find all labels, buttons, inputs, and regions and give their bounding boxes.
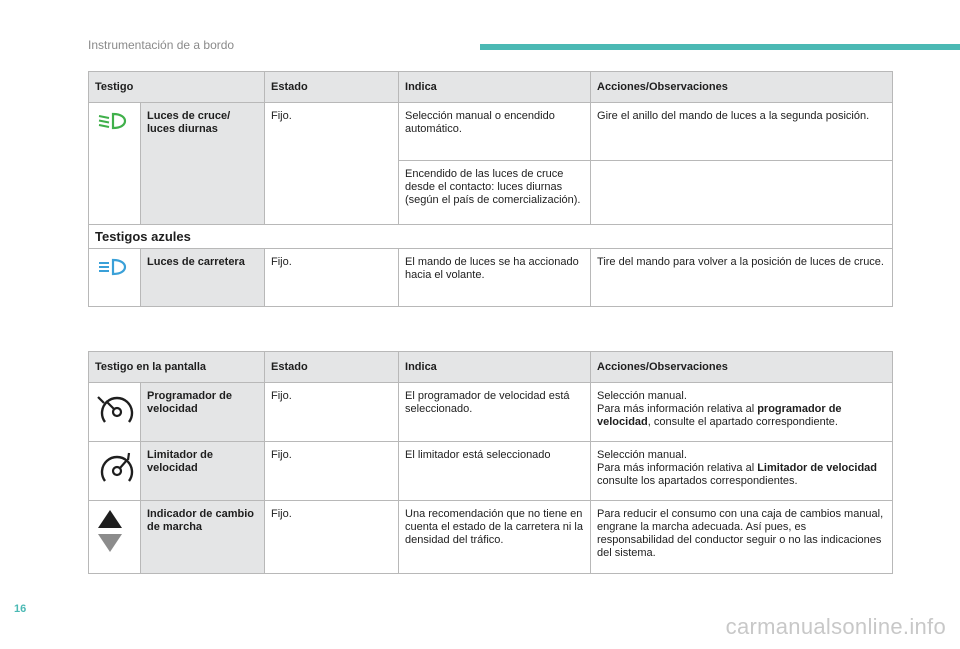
action-keyword: Limitador de velocidad xyxy=(757,462,878,474)
indicator-name: Limitador de velocidad xyxy=(141,442,265,501)
indicator-action xyxy=(591,442,893,501)
light-state: Fijo. xyxy=(265,103,399,225)
action-text: Para más información relativa al xyxy=(597,462,758,474)
cruise-control-icon xyxy=(89,383,141,442)
display-indicators-table xyxy=(88,351,893,574)
page-header-title: Instrumentación de a bordo xyxy=(88,38,235,52)
column-header-estado: Estado xyxy=(265,352,399,383)
light-action: Tire del mando para volver a la posición de luces de cruce. xyxy=(591,249,893,307)
action-line: Selección manual. xyxy=(597,449,687,461)
main-beam-icon xyxy=(89,249,141,307)
light-meaning: Encendido de las luces de cruce desde el contacto: luces diurnas (según el país de comercialización). xyxy=(399,161,591,225)
indicator-state: Fijo. xyxy=(265,501,399,574)
section-row xyxy=(89,225,893,249)
light-name: Luces de carretera xyxy=(141,249,265,307)
column-header-acciones: Acciones/Observaciones xyxy=(591,352,893,383)
table-row xyxy=(89,383,893,442)
light-meaning: El mando de luces se ha accionado hacia el volante. xyxy=(399,249,591,307)
column-header-acciones: Acciones/Observaciones xyxy=(591,72,893,103)
page-number: 16 xyxy=(14,603,27,615)
table-row xyxy=(89,501,893,574)
column-header-testigo: Testigo xyxy=(89,72,265,103)
dipped-beam-icon xyxy=(89,103,141,225)
action-line: Selección manual. xyxy=(597,390,687,402)
column-header-estado: Estado xyxy=(265,72,399,103)
action-text: Para más información relativa al xyxy=(597,403,758,415)
section-title: Testigos azules xyxy=(89,225,893,249)
indicator-meaning: Una recomendación que no tiene en cuenta el estado de la carretera ni la densidad del tráfico. xyxy=(399,501,591,574)
action-text: , consulte el apartado correspondiente. xyxy=(647,416,838,428)
action-keyword: programador de velocidad xyxy=(597,403,842,428)
column-header-indica: Indica xyxy=(399,72,591,103)
header-accent-bar xyxy=(480,44,960,50)
watermark: carmanualsonline.info xyxy=(725,614,946,639)
indicator-state: Fijo. xyxy=(265,383,399,442)
indicator-state: Fijo. xyxy=(265,442,399,501)
gear-shift-indicator-icon xyxy=(89,501,141,574)
table-row xyxy=(89,442,893,501)
column-header-testigo-pantalla: Testigo en la pantalla xyxy=(89,352,265,383)
light-meaning: Selección manual o encendido automático. xyxy=(399,103,591,161)
column-header-indica: Indica xyxy=(399,352,591,383)
indicator-action xyxy=(591,383,893,442)
speed-limiter-icon xyxy=(89,442,141,501)
table-header-row xyxy=(89,352,893,383)
indicator-name: Programador de velocidad xyxy=(141,383,265,442)
table-row xyxy=(89,249,893,307)
light-action: Gire el anillo del mando de luces a la segunda posición. xyxy=(591,103,893,161)
warning-lights-table xyxy=(88,71,893,307)
light-action-empty xyxy=(591,161,893,225)
light-name: Luces de cruce/ luces diurnas xyxy=(141,103,265,225)
action-text: consulte los apartados correspondientes. xyxy=(597,475,798,487)
table-header-row xyxy=(89,72,893,103)
light-state: Fijo. xyxy=(265,249,399,307)
indicator-name: Indicador de cambio de marcha xyxy=(141,501,265,574)
indicator-action: Para reducir el consumo con una caja de cambios manual, engrane la marcha adecuada. Así pues, es responsabilidad del conductor seguir o no las indicaciones del sistema. xyxy=(591,501,893,574)
indicator-meaning: El programador de velocidad está seleccionado. xyxy=(399,383,591,442)
table-row xyxy=(89,103,893,161)
indicator-meaning: El limitador está seleccionado xyxy=(399,442,591,501)
